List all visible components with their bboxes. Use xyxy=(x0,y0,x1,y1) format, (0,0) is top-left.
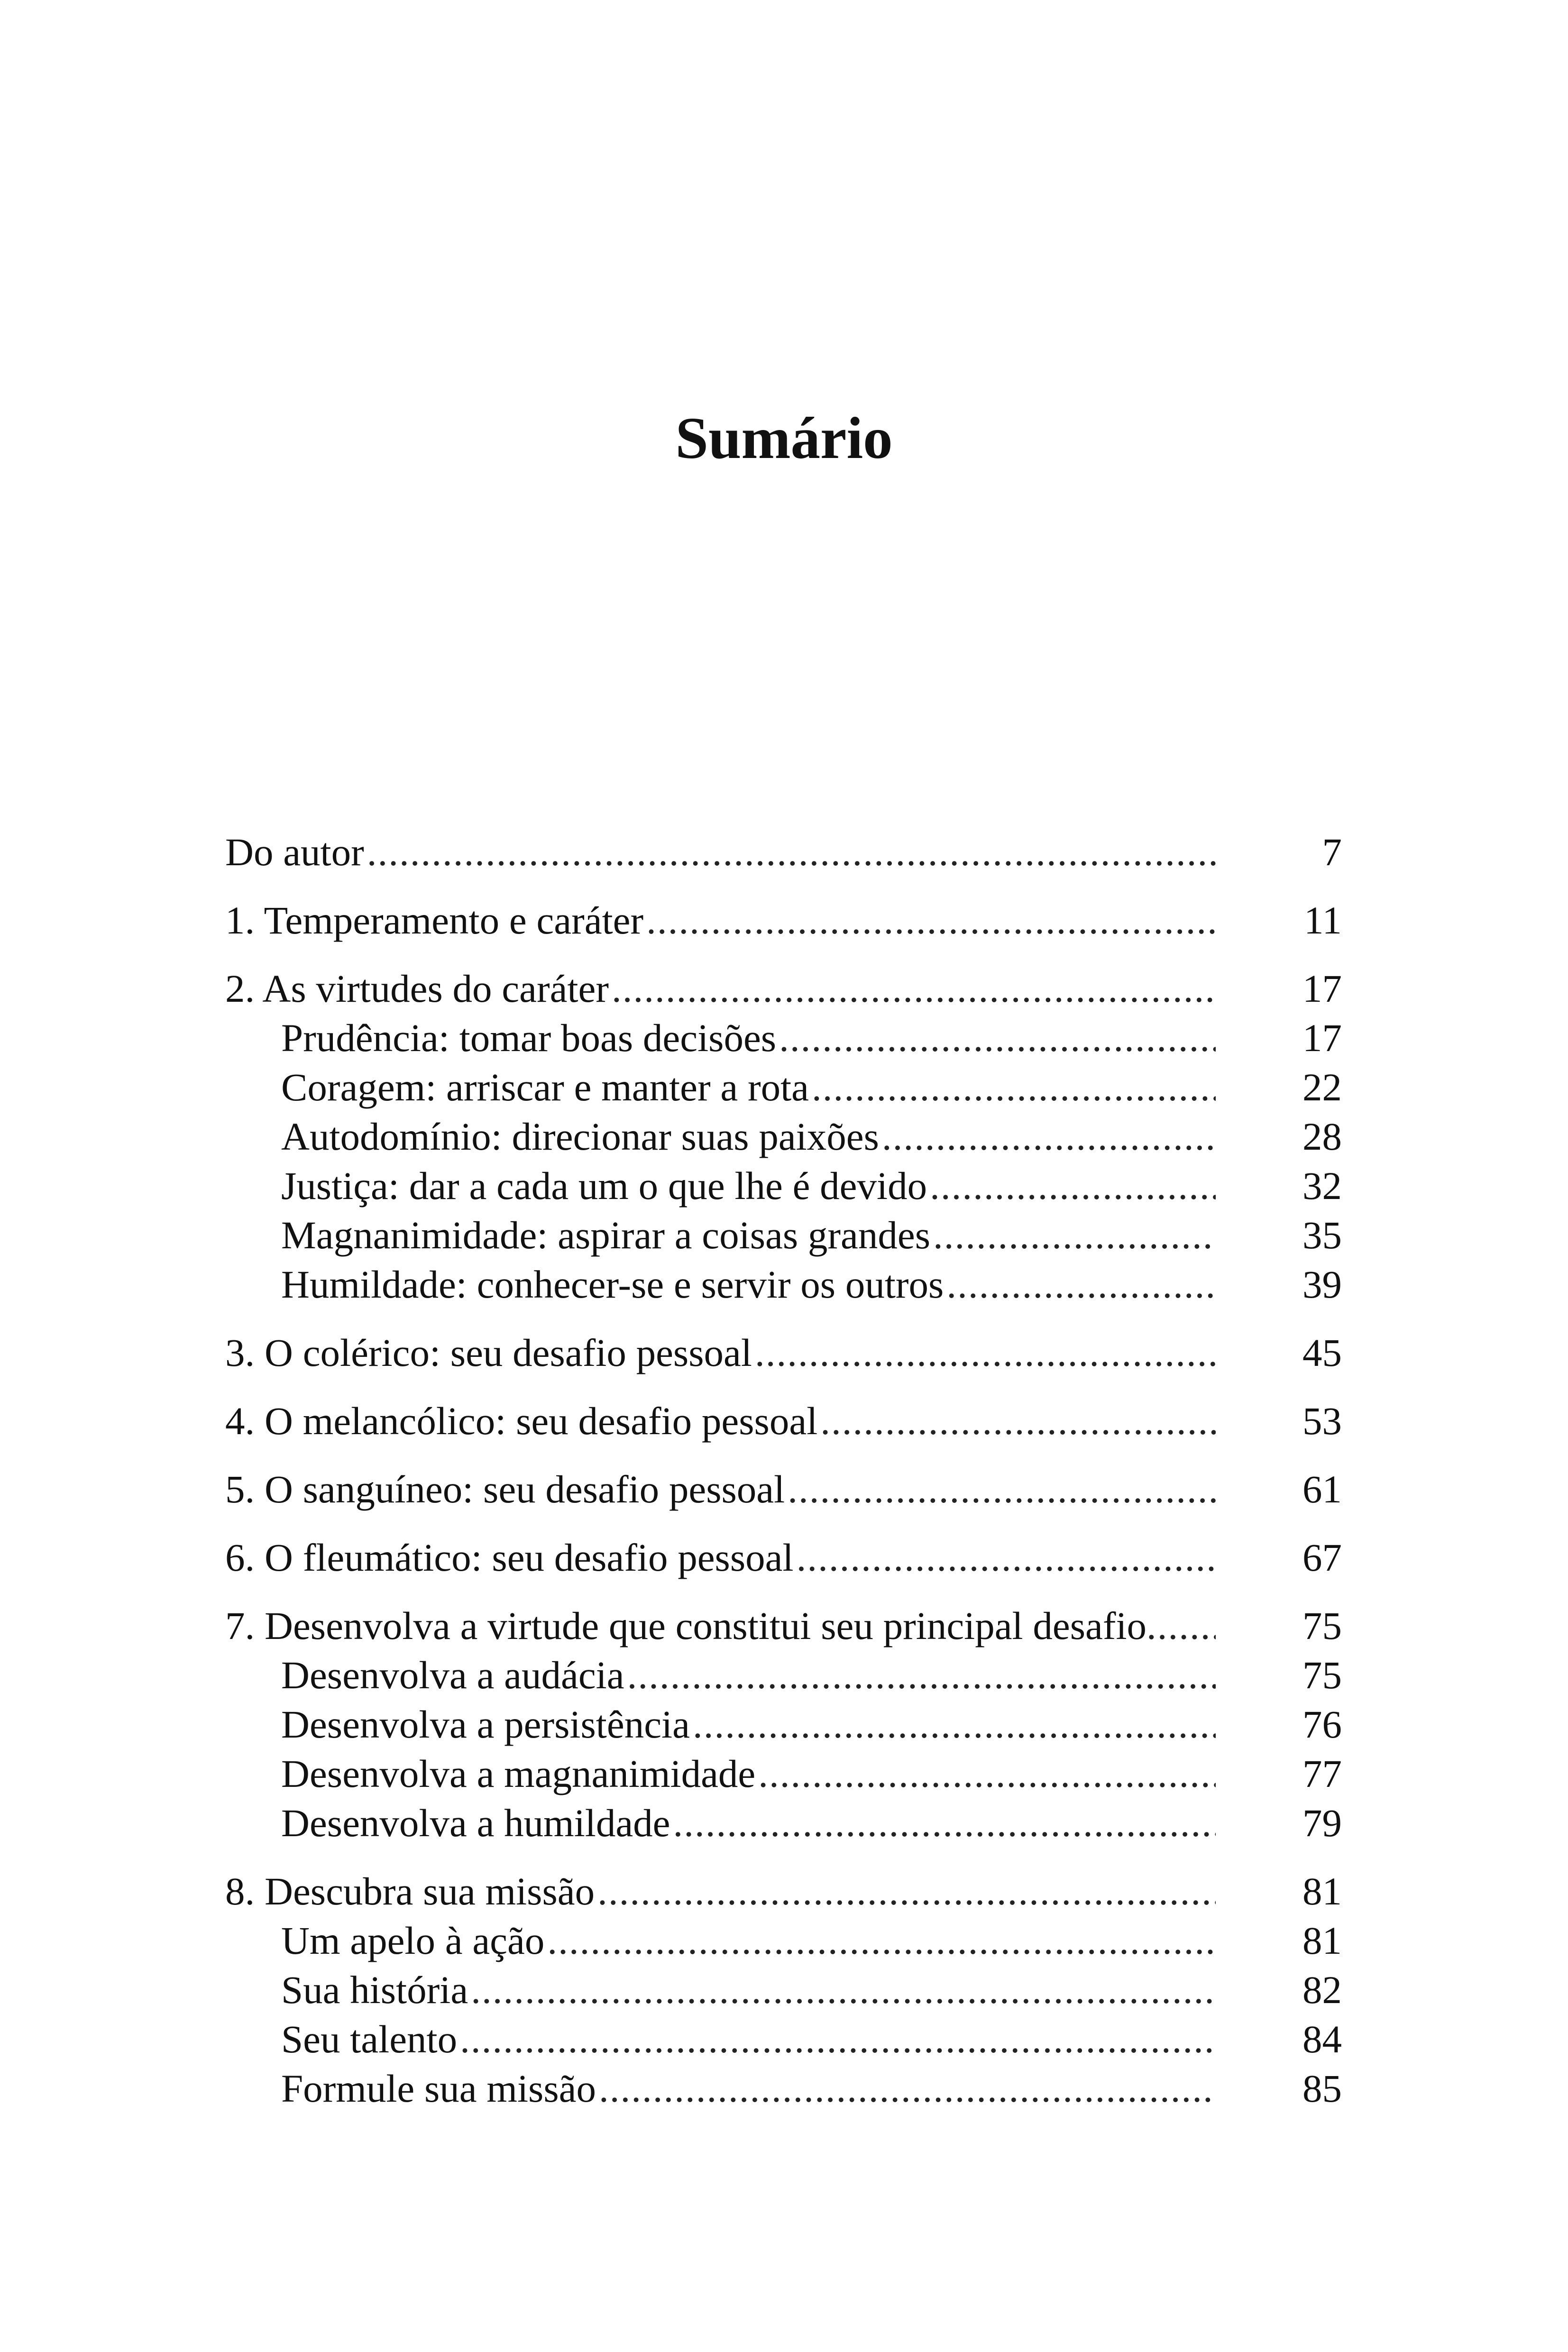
toc-group xyxy=(225,1464,1342,1514)
dot-leader xyxy=(812,1062,1216,1112)
dot-leader xyxy=(820,1396,1216,1446)
dot-leader xyxy=(646,896,1216,945)
toc-entry-title: Formule sua missão xyxy=(281,2067,596,2110)
toc-entry-title: Prudência: tomar boas decisões xyxy=(281,1016,777,1060)
toc-page-number: 11 xyxy=(1304,898,1342,942)
toc-group xyxy=(225,827,1342,877)
toc-entry xyxy=(225,896,1342,945)
toc-entry xyxy=(225,1464,1342,1514)
toc-entry-title: 5. O sanguíneo: seu desafio pessoal xyxy=(225,1467,785,1511)
toc-page-number: 82 xyxy=(1302,1968,1342,2012)
toc-entry-title: Desenvolva a audácia xyxy=(281,1653,624,1697)
toc-entry-title: Um apelo à ação xyxy=(281,1919,545,1962)
dot-leader xyxy=(693,1700,1216,1749)
dot-leader xyxy=(627,1650,1216,1700)
dot-leader xyxy=(946,1260,1216,1309)
toc-page-number: 76 xyxy=(1302,1702,1342,1746)
toc-page-number: 7 xyxy=(1322,830,1342,874)
dot-leader xyxy=(612,964,1216,1013)
dot-leader xyxy=(597,1867,1216,1916)
dot-leader xyxy=(547,1916,1216,1965)
page-title: Sumário xyxy=(675,406,893,471)
toc-subentry xyxy=(225,1749,1342,1798)
dot-leader xyxy=(367,827,1216,877)
toc-page-number: 28 xyxy=(1302,1115,1342,1158)
toc-entry-title: Desenvolva a persistência xyxy=(281,1702,690,1746)
toc-entry xyxy=(225,1396,1342,1446)
dot-leader xyxy=(460,2014,1216,2064)
toc-subentry xyxy=(225,1650,1342,1700)
toc-page-number: 17 xyxy=(1302,1016,1342,1060)
toc-subentry xyxy=(225,1062,1342,1112)
toc-entry-title: 2. As virtudes do caráter xyxy=(225,967,609,1010)
toc-page-number: 81 xyxy=(1302,1919,1342,1962)
dot-leader xyxy=(1146,1601,1216,1650)
toc-entry xyxy=(225,1867,1342,1916)
dot-leader xyxy=(797,1533,1216,1582)
toc-page-number: 85 xyxy=(1302,2067,1342,2110)
toc-subentry xyxy=(225,1161,1342,1210)
toc-entry-title: Magnanimidade: aspirar a coisas grandes xyxy=(281,1213,931,1257)
toc-page-number: 75 xyxy=(1302,1604,1342,1647)
toc-group xyxy=(225,1328,1342,1377)
toc-entry-title: 4. O melancólico: seu desafio pessoal xyxy=(225,1399,818,1443)
table-of-contents xyxy=(225,827,1342,2132)
toc-entry-title: 6. O fleumático: seu desafio pessoal xyxy=(225,1536,794,1579)
toc-page-number: 79 xyxy=(1302,1801,1342,1845)
toc-entry-title: Desenvolva a humildade xyxy=(281,1801,670,1845)
dot-leader xyxy=(758,1749,1216,1798)
toc-page-number: 61 xyxy=(1302,1467,1342,1511)
toc-page-number: 53 xyxy=(1302,1399,1342,1443)
toc-entry-title: Humildade: conhecer-se e servir os outros xyxy=(281,1263,944,1306)
dot-leader xyxy=(882,1112,1216,1161)
toc-entry-title: Sua história xyxy=(281,1968,468,2012)
dot-leader xyxy=(788,1464,1216,1514)
toc-entry-title: Autodomínio: direcionar suas paixões xyxy=(281,1115,879,1158)
toc-subentry xyxy=(225,2064,1342,2113)
toc-page-number: 77 xyxy=(1302,1752,1342,1795)
toc-entry-title: 3. O colérico: seu desafio pessoal xyxy=(225,1331,752,1374)
toc-page-number: 17 xyxy=(1302,967,1342,1010)
toc-entry-title: 8. Descubra sua missão xyxy=(225,1869,595,1913)
toc-page-number: 22 xyxy=(1302,1065,1342,1109)
toc-page-number: 35 xyxy=(1302,1213,1342,1257)
toc-entry-title: Do autor xyxy=(225,830,364,874)
toc-entry-title: 7. Desenvolva a virtude que constitui seu principal desafio xyxy=(225,1604,1147,1647)
toc-entry xyxy=(225,1533,1342,1582)
dot-leader xyxy=(673,1798,1216,1848)
dot-leader xyxy=(933,1210,1216,1260)
toc-group xyxy=(225,1533,1342,1582)
toc-group xyxy=(225,896,1342,945)
toc-page-number: 81 xyxy=(1302,1869,1342,1913)
dot-leader xyxy=(471,1965,1216,2014)
toc-entry-title: 1. Temperamento e caráter xyxy=(225,898,644,942)
toc-group xyxy=(225,1396,1342,1446)
toc-page-number: 84 xyxy=(1302,2017,1342,2061)
dot-leader xyxy=(599,2064,1216,2113)
toc-subentry xyxy=(225,1700,1342,1749)
toc-entry xyxy=(225,1328,1342,1377)
toc-subentry xyxy=(225,1260,1342,1309)
toc-entry-title: Seu talento xyxy=(281,2017,458,2061)
toc-page-number: 67 xyxy=(1302,1536,1342,1579)
dot-leader xyxy=(930,1161,1216,1210)
toc-subentry xyxy=(225,1965,1342,2014)
toc-entry-title: Coragem: arriscar e manter a rota xyxy=(281,1065,809,1109)
toc-subentry xyxy=(225,1798,1342,1848)
toc-page-number: 45 xyxy=(1302,1331,1342,1374)
dot-leader xyxy=(755,1328,1216,1377)
dot-leader xyxy=(779,1013,1216,1062)
toc-group xyxy=(225,964,1342,1309)
toc-entry-title: Desenvolva a magnanimidade xyxy=(281,1752,756,1795)
toc-subentry xyxy=(225,2014,1342,2064)
toc-entry-title: Justiça: dar a cada um o que lhe é devido xyxy=(281,1164,927,1208)
toc-group xyxy=(225,1867,1342,2113)
toc-subentry xyxy=(225,1112,1342,1161)
toc-page-number: 39 xyxy=(1302,1263,1342,1306)
toc-subentry xyxy=(225,1916,1342,1965)
toc-entry xyxy=(225,964,1342,1013)
toc-page-number: 75 xyxy=(1302,1653,1342,1697)
toc-page-number: 32 xyxy=(1302,1164,1342,1208)
toc-group xyxy=(225,1601,1342,1848)
toc-subentry xyxy=(225,1210,1342,1260)
toc-entry xyxy=(225,827,1342,877)
toc-subentry xyxy=(225,1013,1342,1062)
toc-entry xyxy=(225,1601,1342,1650)
